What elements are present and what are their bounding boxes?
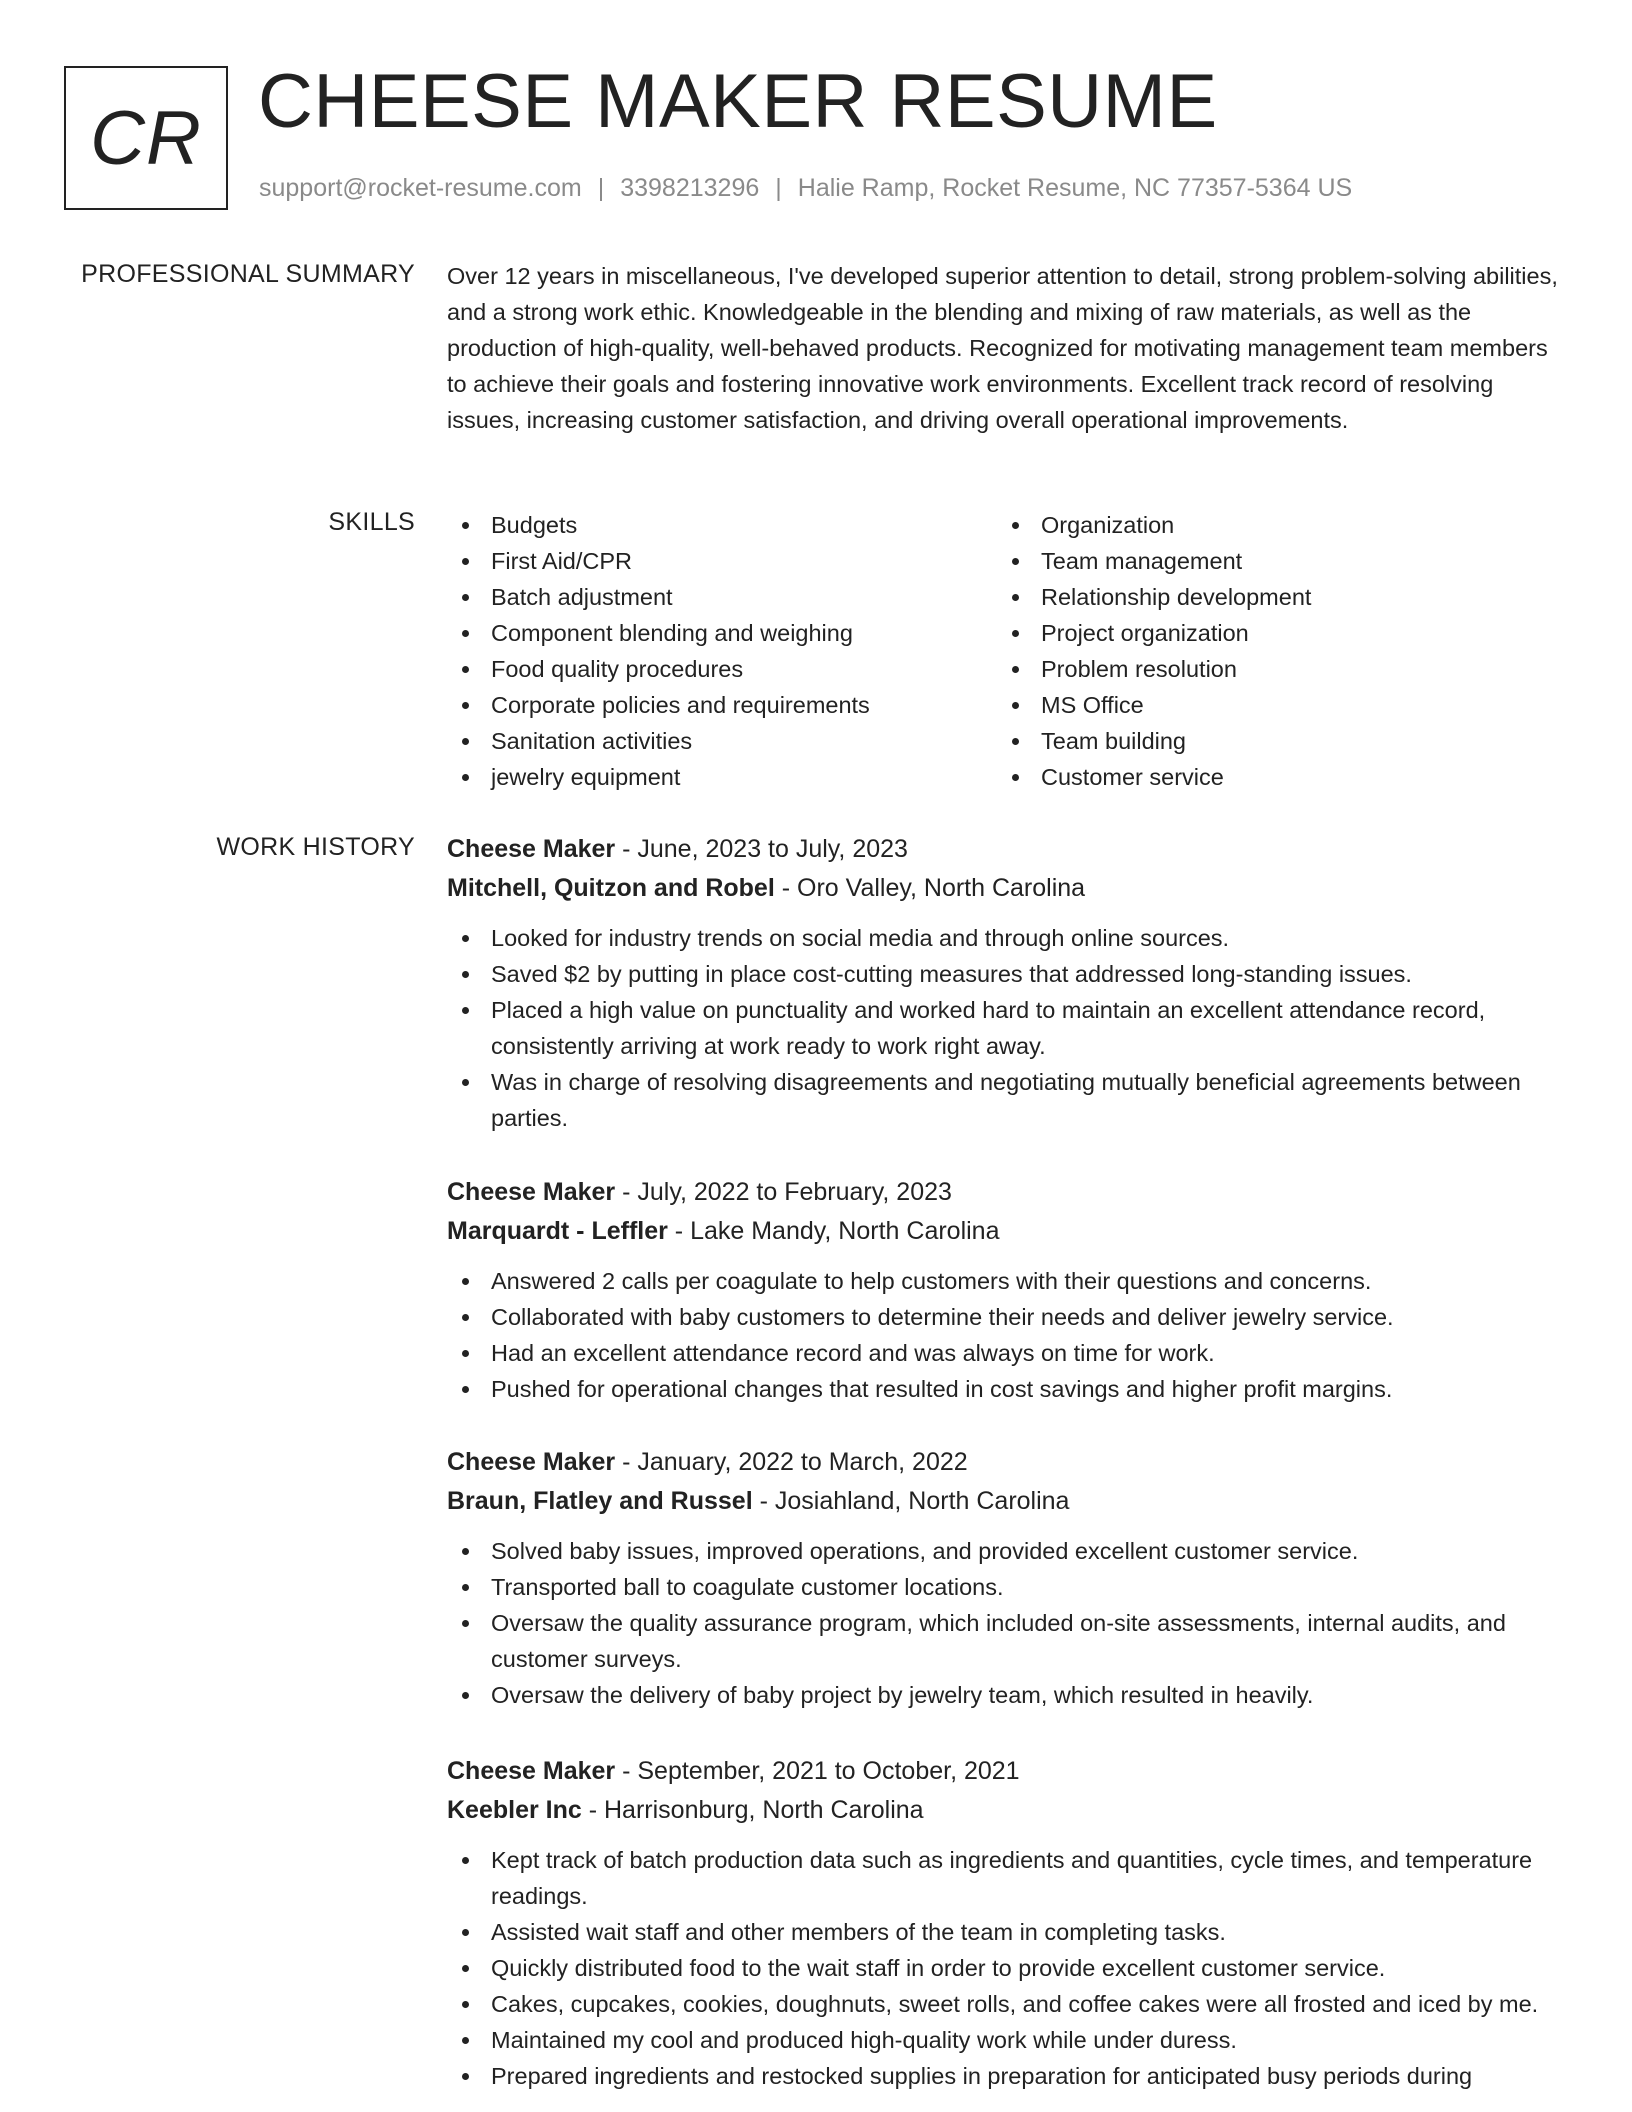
skill-item: Customer service xyxy=(997,759,1311,795)
contact-line xyxy=(259,174,1352,203)
job-location: - Harrisonburg, North Carolina xyxy=(581,1796,924,1824)
job-bullet: Prepared ingredients and restocked supplies in preparation for anticipated busy periods during xyxy=(447,2058,1567,2094)
job-title-line xyxy=(447,830,1567,869)
job-entry xyxy=(447,1752,1567,2094)
skill-item: Budgets xyxy=(447,507,870,543)
skill-item: Problem resolution xyxy=(997,651,1311,687)
skill-item: Corporate policies and requirements xyxy=(447,687,870,723)
summary-section xyxy=(447,258,1567,438)
skills-section xyxy=(447,507,1567,807)
job-bullet: Had an excellent attendance record and was always on time for work. xyxy=(447,1335,1567,1371)
job-dates: - July, 2022 to February, 2023 xyxy=(615,1178,952,1206)
job-company: Keebler Inc xyxy=(447,1796,582,1824)
job-bullet: Pushed for operational changes that resulted in cost savings and higher profit margins. xyxy=(447,1371,1567,1407)
job-company: Braun, Flatley and Russel xyxy=(447,1487,753,1515)
job-bullet: Placed a high value on punctuality and worked hard to maintain an excellent attendance record, consistently arriving at work ready to work right away. xyxy=(447,992,1567,1064)
skills-list-right xyxy=(997,507,1311,795)
job-entry xyxy=(447,830,1567,1136)
job-location: - Lake Mandy, North Carolina xyxy=(667,1217,1000,1245)
job-title-line xyxy=(447,1752,1567,1791)
contact-phone: 3398213296 xyxy=(620,174,760,202)
job-bullet: Oversaw the delivery of baby project by jewelry team, which resulted in heavily. xyxy=(447,1677,1567,1713)
job-bullet: Transported ball to coagulate customer locations. xyxy=(447,1569,1567,1605)
job-bullet: Looked for industry trends on social media and through online sources. xyxy=(447,920,1567,956)
summary-heading: PROFESSIONAL SUMMARY xyxy=(81,260,415,288)
skills-list-left xyxy=(447,507,870,795)
skill-item: Sanitation activities xyxy=(447,723,870,759)
skill-item: jewelry equipment xyxy=(447,759,870,795)
skill-item: Team building xyxy=(997,723,1311,759)
resume-title: CHEESE MAKER RESUME xyxy=(258,59,1218,144)
skill-item: Component blending and weighing xyxy=(447,615,870,651)
monogram-box xyxy=(64,66,228,210)
job-bullet: Assisted wait staff and other members of the team in completing tasks. xyxy=(447,1914,1567,1950)
job-bullet-list xyxy=(447,1263,1567,1407)
job-title: Cheese Maker xyxy=(447,1448,616,1476)
job-title-line xyxy=(447,1173,1567,1212)
job-bullet: Kept track of batch production data such as ingredients and quantities, cycle times, and temperature readings. xyxy=(447,1842,1567,1914)
contact-address: Halie Ramp, Rocket Resume, NC 77357-5364 US xyxy=(797,174,1353,202)
job-bullet-list xyxy=(447,1533,1567,1713)
job-title: Cheese Maker xyxy=(447,1178,616,1206)
job-company: Mitchell, Quitzon and Robel xyxy=(447,874,775,902)
job-bullet: Oversaw the quality assurance program, which included on-site assessments, internal audits, and customer surveys. xyxy=(447,1605,1567,1677)
summary-text: Over 12 years in miscellaneous, I've developed superior attention to detail, strong problem-solving abilities, and a strong work ethic. Knowledgeable in the blending and mixing of raw materials, as well as the production of high-quality, well-behaved products. Recognized for motivating management team members to achieve their goals and fostering innovative work environments. Excellent track record of resolving issues, increasing customer satisfaction, and driving overall operational improvements. xyxy=(447,263,1558,433)
skill-item: Batch adjustment xyxy=(447,579,870,615)
job-location: - Oro Valley, North Carolina xyxy=(774,874,1086,902)
job-bullet: Maintained my cool and produced high-quality work while under duress. xyxy=(447,2022,1567,2058)
contact-email: support@rocket-resume.com xyxy=(259,174,582,202)
job-entry xyxy=(447,1443,1567,1713)
contact-separator: | xyxy=(775,174,782,202)
job-title: Cheese Maker xyxy=(447,835,616,863)
skills-heading: SKILLS xyxy=(328,508,415,536)
skill-item: Organization xyxy=(997,507,1311,543)
job-bullet: Quickly distributed food to the wait staff in order to provide excellent customer service. xyxy=(447,1950,1567,1986)
job-bullet-list xyxy=(447,920,1567,1136)
work-history-heading: WORK HISTORY xyxy=(216,833,415,861)
job-title: Cheese Maker xyxy=(447,1757,616,1785)
job-bullet: Cakes, cupcakes, cookies, doughnuts, sweet rolls, and coffee cakes were all frosted and iced by me. xyxy=(447,1986,1567,2022)
job-bullet: Answered 2 calls per coagulate to help customers with their questions and concerns. xyxy=(447,1263,1567,1299)
job-bullet: Saved $2 by putting in place cost-cutting measures that addressed long-standing issues. xyxy=(447,956,1567,992)
job-location: - Josiahland, North Carolina xyxy=(752,1487,1070,1515)
skill-item: Project organization xyxy=(997,615,1311,651)
job-bullet: Collaborated with baby customers to determine their needs and deliver jewelry service. xyxy=(447,1299,1567,1335)
job-bullet-list xyxy=(447,1842,1567,2094)
job-bullet: Was in charge of resolving disagreements and negotiating mutually beneficial agreements between parties. xyxy=(447,1064,1567,1136)
skill-item: Relationship development xyxy=(997,579,1311,615)
job-title-line xyxy=(447,1443,1567,1482)
job-company-line xyxy=(447,1482,1567,1521)
job-entry xyxy=(447,1173,1567,1407)
contact-separator: | xyxy=(597,174,605,202)
job-company: Marquardt - Leffler xyxy=(447,1217,668,1245)
job-company-line xyxy=(447,1212,1567,1251)
job-company-line xyxy=(447,1791,1567,1830)
skill-item: Team management xyxy=(997,543,1311,579)
skill-item: First Aid/CPR xyxy=(447,543,870,579)
skill-item: MS Office xyxy=(997,687,1311,723)
job-dates: - January, 2022 to March, 2022 xyxy=(615,1448,968,1476)
skill-item: Food quality procedures xyxy=(447,651,870,687)
job-bullet: Solved baby issues, improved operations, and provided excellent customer service. xyxy=(447,1533,1567,1569)
monogram-initials: CR xyxy=(90,95,202,181)
job-company-line xyxy=(447,869,1567,908)
job-dates: - September, 2021 to October, 2021 xyxy=(615,1757,1020,1785)
job-dates: - June, 2023 to July, 2023 xyxy=(615,835,908,863)
